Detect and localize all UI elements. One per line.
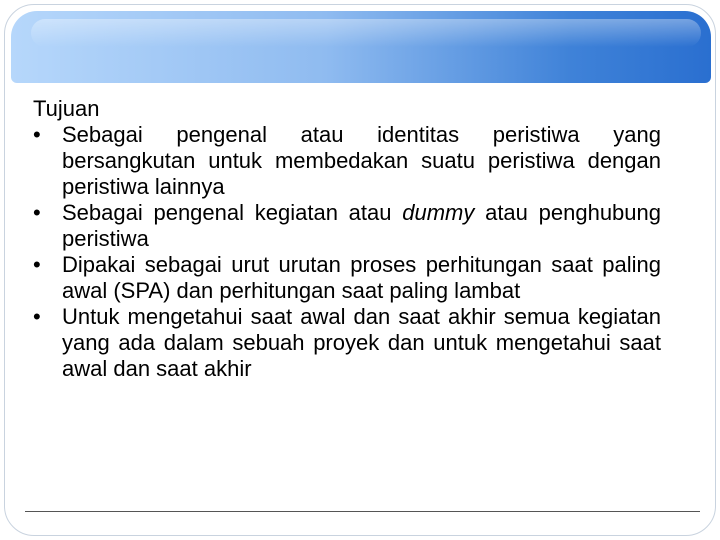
- header-gloss: [31, 19, 701, 47]
- slide-heading: Tujuan: [33, 96, 100, 121]
- bullet-icon: •: [33, 200, 41, 225]
- bullet-item-2: [33, 200, 661, 252]
- bullet-text: Sebagai pengenal atau identitas peristiwa yang bersangkutan untuk membedakan suatu peristiwa dengan peristiwa lainnya: [62, 122, 661, 199]
- bullet-text: Dipakai sebagai urut urutan proses perhitungan saat paling awal (SPA) dan perhitungan saat paling lambat: [62, 252, 661, 303]
- header-band: [11, 11, 711, 83]
- bullet-text-italic: dummy: [402, 200, 475, 225]
- bullet-text-end: atau penghubung peristiwa: [62, 200, 661, 251]
- bullet-item-3: [33, 252, 661, 304]
- bullet-icon: •: [33, 304, 41, 329]
- footer-divider: [25, 511, 700, 512]
- bullet-icon: •: [33, 252, 41, 277]
- slide-content: [33, 96, 661, 382]
- bullet-list: [33, 122, 661, 382]
- bullet-text-start: Sebagai pengenal kegiatan atau: [62, 200, 403, 225]
- bullet-icon: •: [33, 122, 41, 147]
- bullet-item-1: [33, 122, 661, 200]
- bullet-text: Untuk mengetahui saat awal dan saat akhir semua kegiatan yang ada dalam sebuah proyek dan untuk mengetahui saat awal dan saat akhir: [62, 304, 661, 381]
- bullet-item-4: [33, 304, 661, 382]
